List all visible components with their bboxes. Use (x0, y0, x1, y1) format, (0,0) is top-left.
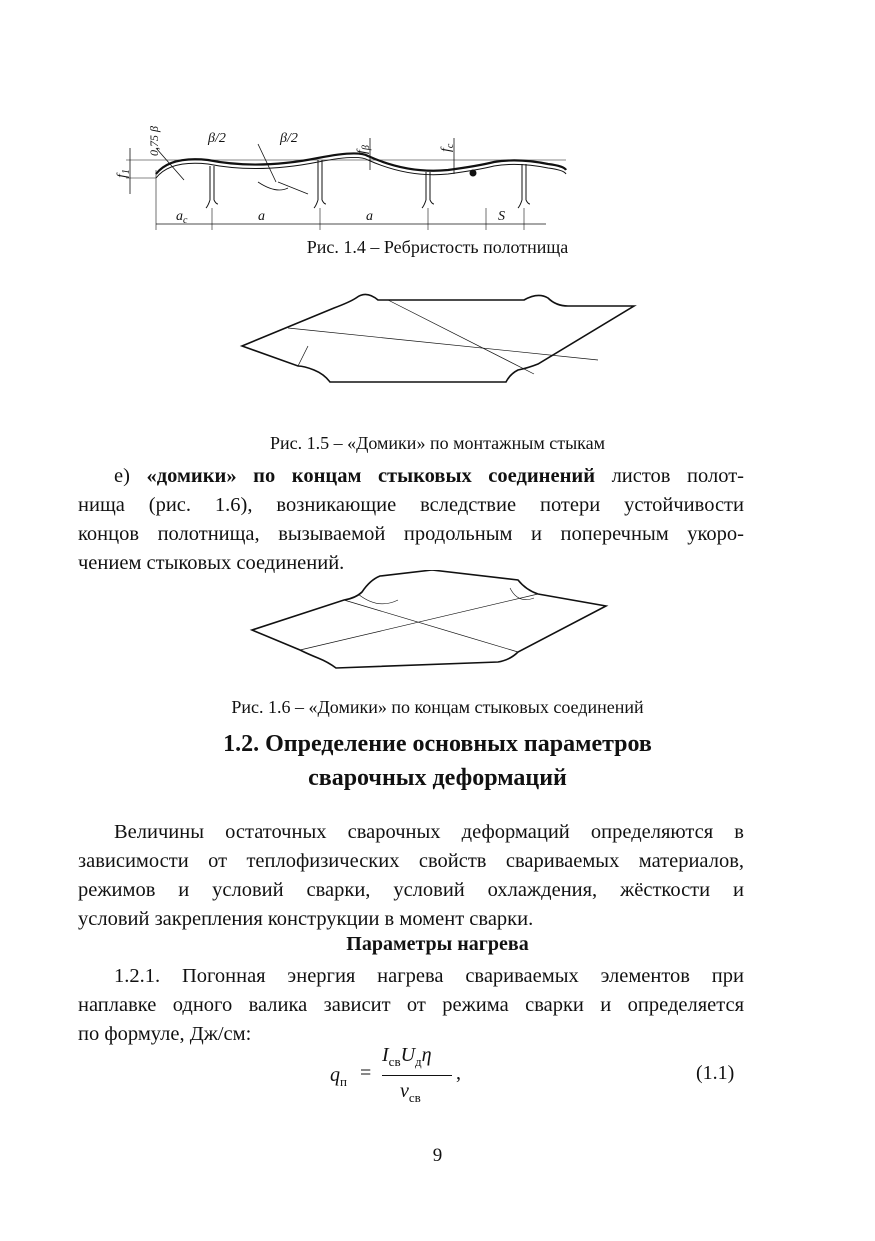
label-0-75-beta: 0,75 β (147, 126, 161, 156)
label-a-1: a (258, 209, 265, 224)
paragraph-intro-line-4: условий закрепления конструкции в момент сварки. (78, 908, 534, 930)
label-beta-half-2: β/2 (280, 131, 298, 146)
paragraph-1-2-1-line-2: наплавке одного валика зависит от режима сварки и определяется (78, 994, 744, 1016)
paragraph-1-2-1-line-1: 1.2.1. Погонная энергия нагрева свариваемых элементов при (114, 965, 744, 987)
figure-1-5-caption: Рис. 1.5 – «Домики» по монтажным стыкам (269, 433, 606, 453)
formula-equals: = (360, 1062, 372, 1084)
figure-1-4-ribbed-sheet (108, 108, 578, 236)
paragraph-intro (78, 818, 744, 934)
label-f1: $f_1$ (115, 169, 132, 178)
paragraph-1-2-1 (78, 962, 744, 1049)
figure-1-4-caption: Рис. 1.4 – Ребристость полотнища (306, 237, 569, 257)
figure-1-5-plate (238, 270, 638, 400)
paragraph-intro-line-3: режимов и условий сварки, условий охлаждения, жёсткости и (78, 879, 744, 901)
label-beta-half-1: β/2 (208, 131, 226, 146)
formula-1-1 (330, 1044, 490, 1108)
paragraph-e-line-2: нища (рис. 1.6), возникающие вследствие потери устойчивости (78, 494, 744, 516)
section-heading-line-1: 1.2. Определение основных параметров (223, 731, 652, 757)
formula-trailing-comma: , (456, 1062, 461, 1084)
section-heading (0, 727, 875, 795)
label-s: S (498, 209, 505, 224)
section-heading-line-2: сварочных деформаций (308, 765, 567, 791)
formula-fraction-bar (382, 1075, 452, 1076)
paragraph-e-line-3: концов полотнища, вызываемой продольным и поперечным укоро- (78, 523, 744, 545)
page-number: 9 (432, 1145, 443, 1166)
formula-denominator: $v_{св}$ (400, 1080, 421, 1105)
paragraph-e-bold: «домики» по концам стыковых соединений (146, 465, 596, 487)
paragraph-e-line-4: чением стыковых соединений. (78, 552, 345, 574)
paragraph-intro-line-1: Величины остаточных сварочных деформаций определяются в (114, 821, 744, 843)
figure-1-6-caption: Рис. 1.6 – «Домики» по концам стыковых соединений (231, 697, 644, 717)
subheading-heating-parameters: Параметры нагрева (346, 933, 529, 955)
label-a-c: $a_c$ (176, 209, 188, 226)
label-f-beta: $f_\beta$ (355, 145, 372, 154)
paragraph-intro-line-2: зависимости от теплофизических свойств свариваемых материалов, (78, 850, 744, 872)
formula-numerator: $I_{св}U_д\eta$ (382, 1044, 432, 1069)
paragraph-1-2-1-line-3: по формуле, Дж/см: (78, 1023, 252, 1045)
formula-number: (1.1) (696, 1062, 735, 1084)
formula-lhs: $q_п$ (330, 1064, 347, 1089)
paragraph-e (78, 462, 744, 578)
paragraph-e-line-1: е) «домики» по концам стыковых соединений листов полот- (114, 465, 744, 487)
label-f-c: $f_c$ (439, 143, 456, 152)
figure-1-6-plate (248, 570, 618, 680)
label-a-2: a (366, 209, 373, 224)
